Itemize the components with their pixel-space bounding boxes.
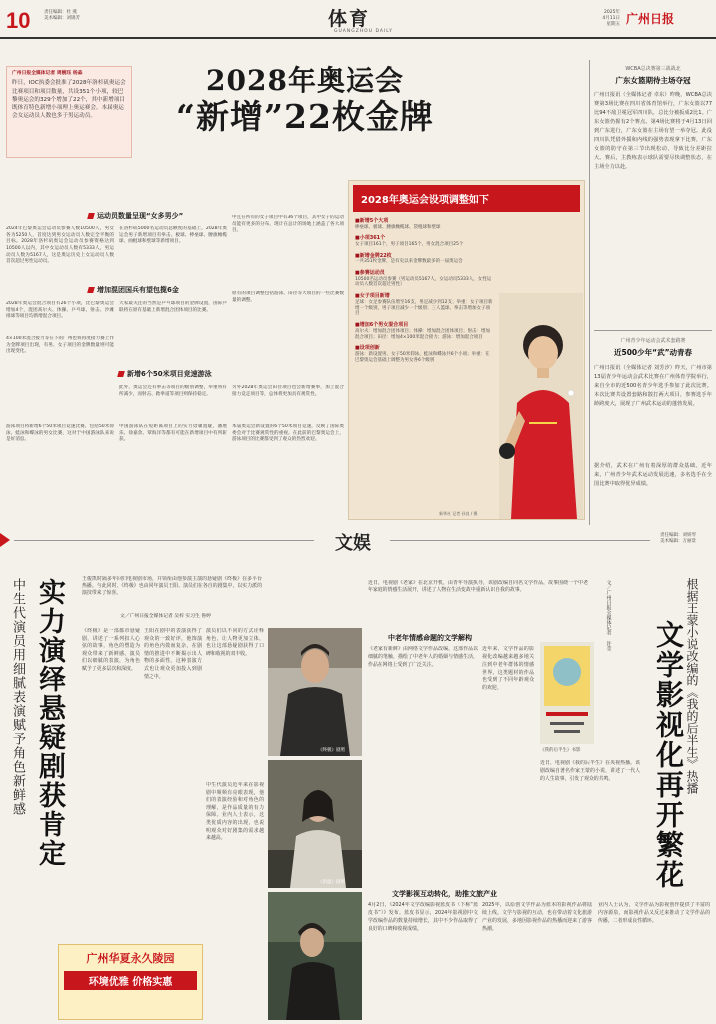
- bottom-text-2: 2025年，以原创文学作品为蓝本的影视作品将陆续上线。文学与影视的互动，也在带动着文化旅游产业的发展，多地因影视作品的热播而迎来了游客热潮。: [482, 902, 592, 932]
- r1-title: 广东女篮期待主场夺冠: [615, 75, 691, 85]
- infobox-title: 2028年奥运会设项调整如下: [353, 185, 580, 212]
- r1-text: 广州日报讯（全媒体记者 卓东）昨晚，WCBA总决赛第3场比赛在四川省体育馆举行，广东女篮以77比94不敌卫冕冠军四川队，总比分被扳成2比1。广东女篮仍握有2个赛点。第4场比赛将于4月13日回到广东进行，广东女篮在主场有望一举夺冠。此役四川队凭借外援和内线的强势表现拿下比赛，广东女篮的防守在第三节出现松动，导致比分差距拉大。赛后，主教练表示球队需要尽快调整状态，在主场全力以赴。: [594, 91, 712, 171]
- body-p3: 中且在所有的女子项目中有36个项目，其中女子的运动员能有更多的分布，现计在总计的场地上涵盖了各大项目。: [232, 215, 344, 234]
- infobox: [348, 180, 585, 520]
- r2-title: 近500少年“武”动青春: [613, 347, 692, 357]
- body-p4: 2028年奥运会混合项目有26个小项，比巴黎奥运会增加4个，混团高尔夫、体操、乒乓球、射击、沙滩排球等项目均新增混合项目。: [6, 301, 114, 320]
- book-cover: [540, 642, 594, 744]
- lower-editors: 责任编辑：刘妍琴 美术编辑：万丽景: [660, 533, 696, 544]
- infobox-item-text: 足球：女足参赛队伍增至16支，男足减少到12支；举重：女子项目新增一个级别，男子项目减少一个级别；三人篮球、拳击等增加女子项目: [355, 299, 493, 317]
- body-p12: 此外，奥运会还有拳击等项目的级别调整，举重将有所减少，而射击、跆拳道等项目则保持稳定。: [119, 385, 227, 397]
- date-block: 2025年 4月11日 星期五: [602, 10, 620, 27]
- lower-section-header: [0, 527, 716, 555]
- headline-line2: “新增”22枚金牌: [176, 97, 434, 136]
- left-intro: 王俊凯时隔多年回归电视剧市场，并领衔由他参演主演的悬疑剧《终极》在多平台热播。与此同时，《终极》也由同年演员王阳、演员们在各自的剧集中，以实力派的演技带来了惊喜。: [82, 576, 262, 597]
- left-text-3: 王阳在剧中的表演获得了观众的一致好评，他饰演的角色内敛而复杂，在剧情的推进中不断揭示出人物的多面性。这种表演方式也让观众更加投入到剧情之中。: [144, 628, 202, 680]
- body-p10: 另外2028年奥运会田径项目也会新增赛事，加上混合接力竞走项目等，总体将更加具有观赏性。: [232, 385, 344, 397]
- photo-caption-2: 《余温》剧照: [318, 880, 345, 885]
- mid-text-3: 近年来，文学作品的影视化改编越来越多地关注到中老年群体的情感世界，这类题材的作品也受到了不同年龄观众的欢迎。: [482, 646, 534, 692]
- infobox-item-head: ■小项361个: [355, 235, 386, 242]
- right-story-1: [594, 66, 712, 319]
- book-caption: 《我的后半生》书影: [540, 748, 581, 753]
- header-rule: [0, 37, 716, 39]
- left-byline: 文／广州日报全媒体记者 吴梓 实习生 鲁婷: [120, 614, 211, 619]
- paper-logo: 广州日报: [626, 12, 675, 26]
- body-p2: 在洛杉矶5000名运动员总额度的基础上，2028年奥运会男子新增项目有拳击、板球、棒垒球、腰旗橄榄球、曲棍球和壁球等新增项目。: [119, 226, 227, 245]
- page-header: [0, 0, 716, 38]
- infobox-item: [355, 235, 493, 247]
- subhead-1: 运动员数量呈现“女多男少”: [88, 211, 183, 221]
- drama-photo-2: [268, 760, 362, 888]
- lower-section-title: 文娱: [335, 533, 371, 554]
- infobox-item-text: 一共351枚金牌，是有史以来金牌数最多的一届奥运会: [355, 259, 463, 265]
- lead-box: [6, 66, 132, 158]
- infobox-item-head: ■新增金牌22枚: [355, 252, 392, 259]
- section-en: GUANGZHOU DAILY: [334, 29, 393, 34]
- body-p8: 游泳项目将新增6个50米项目竞速比赛，包括50米仰泳、蛙泳和蝶泳的男女比赛，这对于中国游泳队来说是好消息。: [6, 424, 114, 443]
- body-p9: 中国游泳队在短距离项目上的实力毋庸置疑，潘展乐、徐嘉余、覃海洋等都有可能在新增项目中有所斩获。: [119, 424, 227, 443]
- left-text-2: 《终极》是一部都市悬疑剧，讲述了一系列扣人心弦的故事，角色的塑造为观众带来了新鲜感。演员们以细腻的表演，为角色赋予了更多层次和深度。: [82, 628, 140, 672]
- drama-photo-1: [268, 628, 362, 756]
- infobox-item: [355, 218, 493, 230]
- mid-intro: 近日，电视剧《老家》在北京开机，由青年导演执导，该剧改编自同名文学作品，故事围绕一个中老年家庭的情感生活展开，讲述了人物在生活变故中重新认识自我的故事。: [368, 580, 588, 594]
- infobox-item-text: 游泳：新设置男、女子50米仰泳、蛙泳和蝶泳共6个小项；举重：在巴黎奥运会基础上调整为男女各6个级别: [355, 351, 490, 363]
- main-headline: [140, 65, 470, 137]
- right-kicker: 根据王蒙小说改编的《我的后半生》热播: [685, 578, 699, 794]
- infobox-item-head: ■女子项目新增: [355, 293, 390, 300]
- left-text-4: 演员们以不同的方式诠释角色，让人物更加立体，也让这部悬疑剧获得了口碑和收视的双丰收。: [206, 628, 264, 657]
- infobox-list: [349, 218, 499, 364]
- lower-left-arrow-icon: [0, 533, 10, 547]
- lower-header-rule-2: [390, 540, 650, 541]
- infobox-item: [355, 293, 493, 317]
- mid-title: 中老年情感命题的文学解构: [388, 634, 472, 642]
- infobox-item-text: 女子项目161个，男子项目165个，男女混合项目25个: [355, 241, 464, 247]
- infobox-item-head: ■增加6个男女混合项目: [355, 322, 409, 329]
- infobox-item: [355, 253, 493, 265]
- bottom-text-3: 业内人士认为，文学作品为影视创作提供了丰富的内容源泉，而影视作品又反过来推动了文学作品的传播，二者形成良性循环。: [598, 902, 710, 924]
- infobox-item-text: 高尔夫：增加混合团体项目；体操：增加混合团体项目；射击：增加混合项目；田径：增加4×100米混合接力；游泳：增加混合项目: [355, 328, 490, 340]
- left-kicker: 中生代演员用细腻表演赋予角色新鲜感: [10, 578, 25, 816]
- body-p7: 原有的项目调整包括游泳、田径等大项目的一些比赛数量的调整。: [232, 291, 344, 303]
- ad-line2: 环境优雅 价格实惠: [64, 971, 197, 990]
- subhead-2: 增加混团国兵有望包揽6金: [88, 285, 179, 295]
- body-p1: 2024年巴黎奥运会运动员参赛人数10500人，男女各为5250人，首度达到男女运动员人数完全平衡的目标。2028年洛杉矶奥运会运动员参赛资格达到10500人以内，其中女运动员人数有5333人，男运动员人数为5167人，这是奥运历史上女运动员人数首次超过男性运动员。: [6, 226, 114, 265]
- editors-left: 责任编辑：杜 燕 美术编辑：刘锦芳: [44, 10, 80, 21]
- r2-kicker: 广州青少年运动会武术套路赛: [620, 338, 686, 344]
- left-headline: 实力演绎悬疑剧获肯定: [34, 578, 65, 868]
- right-headline: 文学影视化再开繁花: [652, 620, 685, 890]
- r2-text2: 据介绍，武术在广州有着深厚的群众基础。近年来，广州青少年武术运动发展迅速，多名选手在全国比赛中取得优异成绩。: [594, 462, 712, 487]
- infobox-item: [355, 322, 493, 340]
- lead-byline: 广州日报全媒体记者 周婉珏 杨淼: [12, 71, 83, 76]
- infobox-item-text: 棒垒球、板球、腰旗橄榄球、袋棍球和壁球: [355, 224, 441, 230]
- section-title: 体育: [328, 8, 371, 30]
- subhead-mark-icon: [87, 287, 95, 293]
- infobox-item: [355, 345, 493, 363]
- page-number: 10: [6, 8, 31, 33]
- infobox-item-head: ■参赛运动员: [355, 270, 385, 277]
- subhead-mark-icon: [87, 213, 95, 219]
- photo-caption-1: 《终极》剧照: [318, 748, 345, 753]
- subhead-3: 新增6个50米项目竞速游泳: [118, 369, 212, 379]
- subhead-bottom: 文学影视互动转化，助推文旅产业: [392, 890, 497, 898]
- infobox-item-text: 10500名运动员参赛（男运动员5167人，女运动员5333人，女性运动员人数首次超过男性）: [355, 276, 492, 288]
- right-divider: [589, 60, 590, 525]
- lower-header-rule: [14, 540, 314, 541]
- mid-text-2: 《老家有新鲜》由网络文学作品改编。这部作品以细腻的笔触，描绘了中老年人的婚姻与情感生活，作品在网络上受到了广泛关注。: [368, 646, 478, 668]
- bottom-text-1: 4月2日，《2024年文学改编影视蓝皮书（下称“蓝皮书”）》发布。蓝皮书显示，2024年影视剧中文学改编作品的数量持续增长，其中不少作品取得了良好的口碑和收视成绩。: [368, 902, 478, 932]
- ad-box: [58, 944, 203, 1020]
- headline-line1: 2028年奥运会: [206, 64, 404, 97]
- left-text-5: 中生代演员近年来在影视剧中频频有亮眼表现，他们的表演经验和对角色的理解，是作品质量的有力保障。业内人士表示，这类优质内容的出现，也说明观众对好剧集的需求越来越高。: [206, 782, 264, 842]
- right-byline: 文／广州日报全媒体记者 许莹: [605, 580, 612, 651]
- infobox-photo-caption: 新华社 记者 孙良 / 摄: [439, 511, 478, 516]
- right-story-2: [594, 338, 712, 544]
- ad-line1: 广州华夏永久陵园: [86, 952, 175, 965]
- right-rule-1: [594, 330, 712, 331]
- body-p6: 大家最关注的当然是乒乓球项目的金牌设置，国际乒联将在原有基础上新增混合团体项目的比赛。: [119, 301, 227, 313]
- infobox-item-head: ■新增5个大项: [355, 218, 389, 224]
- right-text: 近日，电视剧《我的后半生》在央视热播。该剧改编自著名作家王蒙的小说，讲述了一代人的人生故事，引发了观众的共鸣。: [540, 760, 640, 782]
- body-p5: 4×100米混合接力等在下的广州也将再度接力赛上作为金牌项目出现，有男、女子项目的金牌数量则可能出现变化。: [6, 336, 114, 355]
- logo-icon: [622, 12, 628, 20]
- r1-kicker: WCBA总决赛第三战战北: [625, 66, 681, 72]
- subhead-mark-icon: [117, 371, 125, 377]
- r2-text: 广州日报讯（全媒体记者 刘芳汐）昨天，广州市第13届青少年运动会武术比赛在广州体育学院举行，来自全市的近500名青少年选手参加了此次比赛。本次比赛共设置套路和散打两大项目，参赛选手年龄跨度大，展现了广州武术运动的蓬勃发展。: [594, 364, 712, 407]
- infobox-item-head: ■设项创新: [355, 345, 380, 352]
- infobox-item: [355, 270, 493, 288]
- lead-text: 昨日，IOC执委会批准了2028年洛杉矶奥运会比赛项目和项目数量，共设351个小项，较巴黎奥运会的329个增加了22个，其中新增项目既体育特色新增小项理上奥运赛会。本届奥运会女运动员人数也多于男运动员。: [12, 80, 126, 119]
- body-p11: 本届奥运会新设置的6个50米项目竞速，反映了国际奥委会对于比赛观赏性的重视。在此前的巴黎奥运会上，游泳项目的比赛都受到了观众的热烈欢迎。: [232, 424, 344, 443]
- drama-photo-3: [268, 892, 362, 1020]
- athlete-photo: [499, 293, 583, 519]
